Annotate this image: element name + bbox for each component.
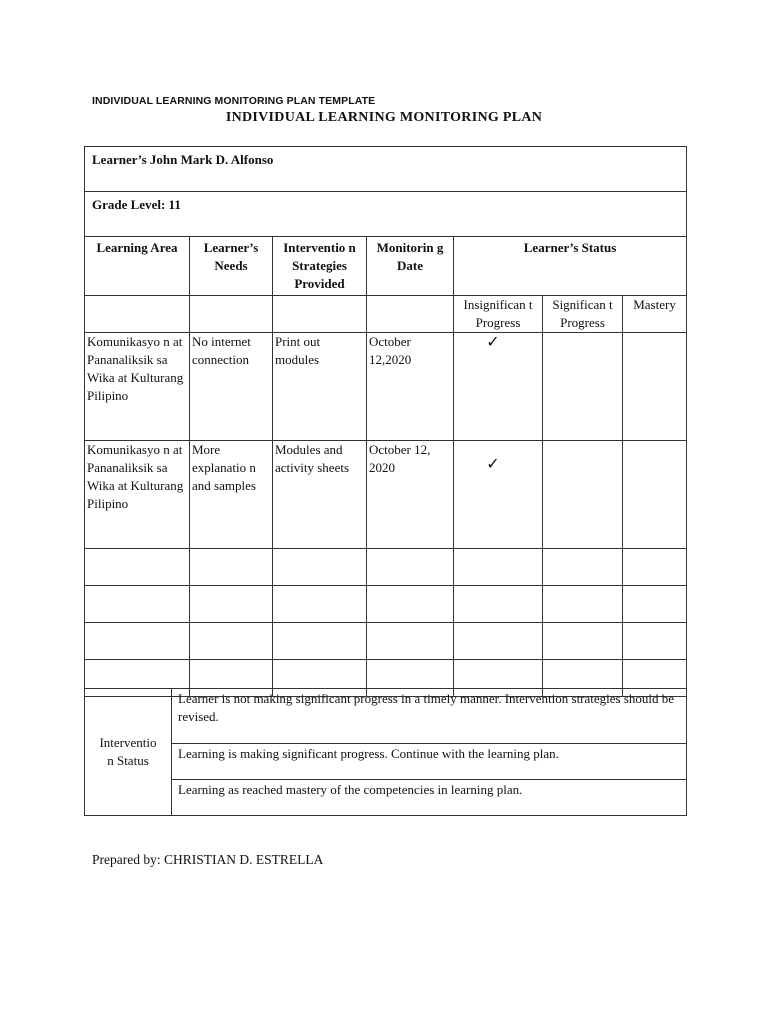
significant-progress-cell (543, 333, 623, 441)
empty-cell (273, 623, 367, 660)
template-title: INDIVIDUAL LEARNING MONITORING PLAN TEMPLATE (92, 95, 376, 107)
empty-cell (85, 586, 190, 623)
learners-needs-cell: More explanatio n and samples (190, 441, 273, 549)
subheader-significant-progress: Significan t Progress (543, 296, 623, 333)
empty-cell (367, 623, 454, 660)
grade-level-row (85, 192, 687, 237)
status-row (85, 744, 687, 780)
header-intervention-strategies: Interventio n Strategies Provided (273, 237, 367, 296)
empty-row (85, 623, 687, 660)
status-row (85, 780, 687, 816)
table-row (85, 333, 687, 441)
empty-row (85, 549, 687, 586)
empty-cell (543, 623, 623, 660)
empty-cell (623, 586, 687, 623)
status-description: Learning is making significant progress. Continue with the learning plan. (172, 744, 687, 780)
learning-area-cell: Komunikasyo n at Pananaliksik sa Wika at Kulturang Pilipino (85, 333, 190, 441)
empty-cell (367, 549, 454, 586)
empty-cell (454, 549, 543, 586)
empty-cell (543, 586, 623, 623)
significant-progress-cell (543, 441, 623, 549)
intervention-status-table (84, 688, 687, 816)
strategy-cell: Modules and activity sheets (273, 441, 367, 549)
strategy-cell: Print out modules (273, 333, 367, 441)
checkmark-icon: ✓ (486, 454, 500, 473)
empty-cell (190, 586, 273, 623)
grade-level: Grade Level: 11 (85, 192, 687, 237)
column-header-row (85, 237, 687, 296)
empty-cell (623, 549, 687, 586)
prepared-by: Prepared by: CHRISTIAN D. ESTRELLA (92, 852, 324, 867)
empty-cell (273, 549, 367, 586)
learning-area-cell: Komunikasyo n at Pananaliksik sa Wika at Kulturang Pilipino (85, 441, 190, 549)
table-row (85, 441, 687, 549)
intervention-status-label: Interventio n Status (85, 689, 172, 816)
learner-name: Learner’s John Mark D. Alfonso (85, 147, 687, 192)
header-monitoring-date: Monitorin g Date (367, 237, 454, 296)
empty-cell (85, 623, 190, 660)
empty-cell (190, 549, 273, 586)
insignificant-progress-cell (454, 333, 543, 441)
learner-name-row (85, 147, 687, 192)
empty-row (85, 586, 687, 623)
subheader-insignificant-progress: Insignifican t Progress (454, 296, 543, 333)
monitoring-table (84, 146, 687, 697)
empty-cell (454, 586, 543, 623)
blank-cell (273, 296, 367, 333)
monitoring-date-cell: October 12, 2020 (367, 441, 454, 549)
learners-needs-cell: No internet connection (190, 333, 273, 441)
subheader-mastery: Mastery (623, 296, 687, 333)
mastery-cell (623, 333, 687, 441)
blank-cell (190, 296, 273, 333)
header-learners-needs: Learner’s Needs (190, 237, 273, 296)
empty-cell (454, 623, 543, 660)
status-subheader-row (85, 296, 687, 333)
checkmark-icon: ✓ (486, 332, 500, 351)
empty-cell (367, 586, 454, 623)
status-description: Learning as reached mastery of the competencies in learning plan. (172, 780, 687, 816)
status-description: Learner is not making significant progress in a timely manner. Intervention strategies should be revised. (172, 689, 687, 744)
empty-cell (543, 549, 623, 586)
blank-cell (367, 296, 454, 333)
header-learners-status: Learner’s Status (454, 237, 687, 296)
empty-cell (190, 623, 273, 660)
mastery-cell (623, 441, 687, 549)
empty-cell (85, 549, 190, 586)
header-learning-area: Learning Area (85, 237, 190, 296)
document-title: INDIVIDUAL LEARNING MONITORING PLAN (225, 110, 543, 125)
status-row (85, 689, 687, 744)
insignificant-progress-cell (454, 441, 543, 549)
empty-cell (273, 586, 367, 623)
blank-cell (85, 296, 190, 333)
empty-cell (623, 623, 687, 660)
monitoring-date-cell: October 12,2020 (367, 333, 454, 441)
